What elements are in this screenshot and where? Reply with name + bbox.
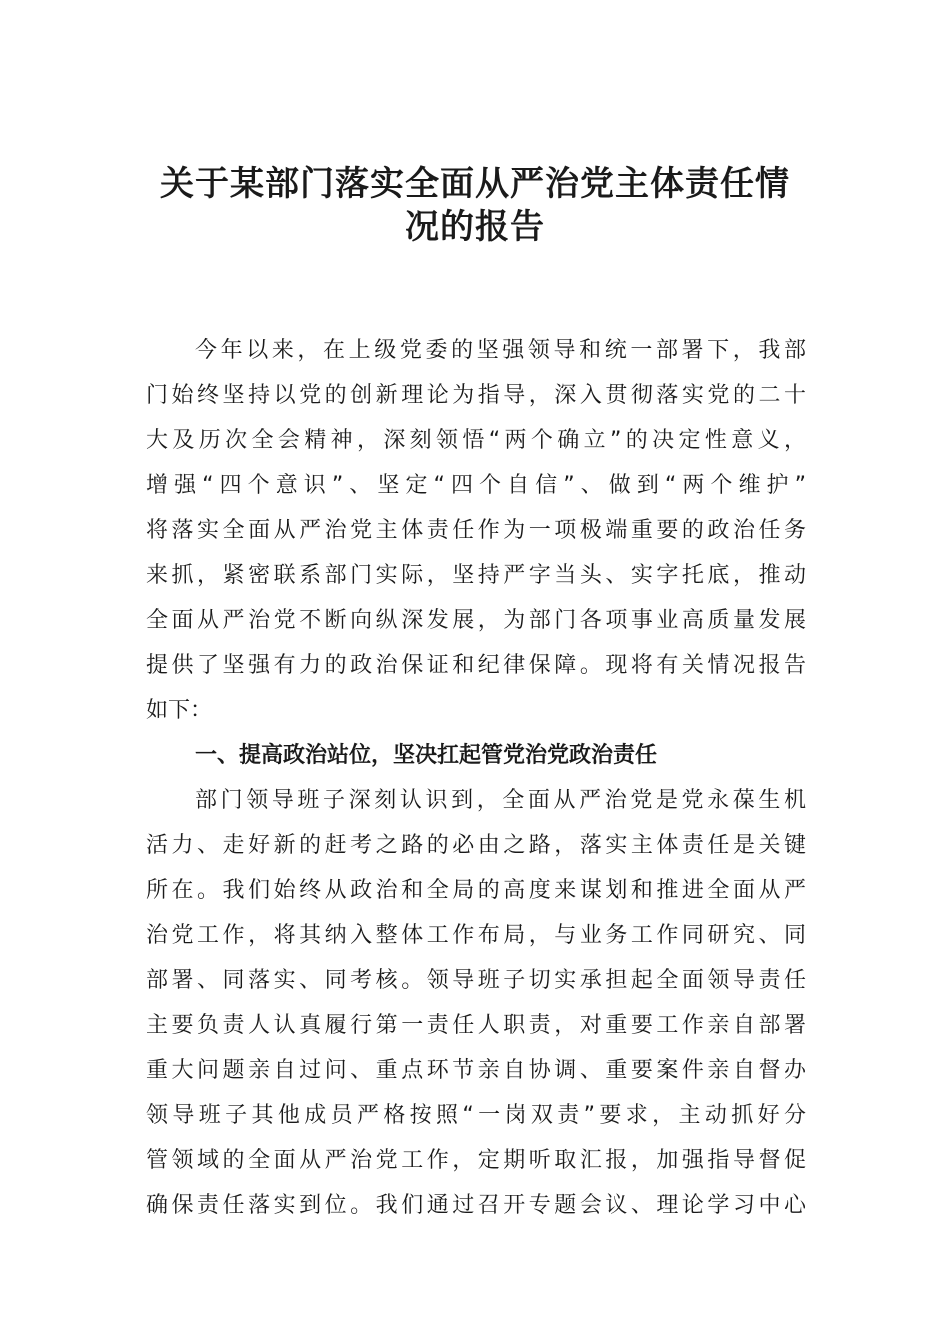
paragraph-line: 提供了坚强有力的政治保证和纪律保障。现将有关情况报告 — [146, 653, 806, 678]
paragraph-line: 部署、同落实、同考核。领导班子切实承担起全面领导责任 — [146, 968, 806, 993]
paragraph-line: 全面从严治党不断向纵深发展，为部门各项事业高质量发展 — [146, 608, 806, 633]
paragraph-line: 如下： — [146, 698, 213, 723]
paragraph-line: 今年以来，在上级党委的坚强领导和统一部署下，我部 — [195, 338, 806, 363]
paragraph-line: 活力、走好新的赶考之路的必由之路，落实主体责任是关键 — [146, 833, 806, 858]
paragraph-line: 所在。我们始终从政治和全局的高度来谋划和推进全面从严 — [146, 878, 806, 903]
document-title-line-1: 关于某部门落实全面从严治党主体责任情 — [160, 164, 790, 204]
paragraph-line: 管领域的全面从严治党工作，定期听取汇报，加强指导督促 — [146, 1148, 806, 1173]
section-heading: 一、提高政治站位，坚决扛起管党治党政治责任 — [195, 743, 658, 768]
paragraph-line: 大及历次全会精神，深刻领悟“两个确立”的决定性意义， — [146, 428, 806, 453]
paragraph-line: 治党工作，将其纳入整体工作布局，与业务工作同研究、同 — [146, 923, 806, 948]
paragraph-line: 确保责任落实到位。我们通过召开专题会议、理论学习中心 — [146, 1193, 806, 1218]
paragraph-line: 领导班子其他成员严格按照“一岗双责”要求，主动抓好分 — [146, 1103, 806, 1128]
document-title-line-2: 况的报告 — [405, 207, 545, 247]
paragraph-line: 部门领导班子深刻认识到，全面从严治党是党永葆生机 — [195, 788, 806, 813]
paragraph-line: 主要负责人认真履行第一责任人职责，对重要工作亲自部署 — [146, 1013, 806, 1038]
paragraph-line: 将落实全面从严治党主体责任作为一项极端重要的政治任务 — [146, 518, 806, 543]
paragraph-line: 来抓，紧密联系部门实际，坚持严字当头、实字托底，推动 — [146, 563, 806, 588]
paragraph-line: 门始终坚持以党的创新理论为指导，深入贯彻落实党的二十 — [146, 383, 806, 408]
paragraph-line: 增强“四个意识”、坚定“四个自信”、做到“两个维护” — [146, 473, 806, 498]
paragraph-line: 重大问题亲自过问、重点环节亲自协调、重要案件亲自督办 — [146, 1058, 806, 1083]
